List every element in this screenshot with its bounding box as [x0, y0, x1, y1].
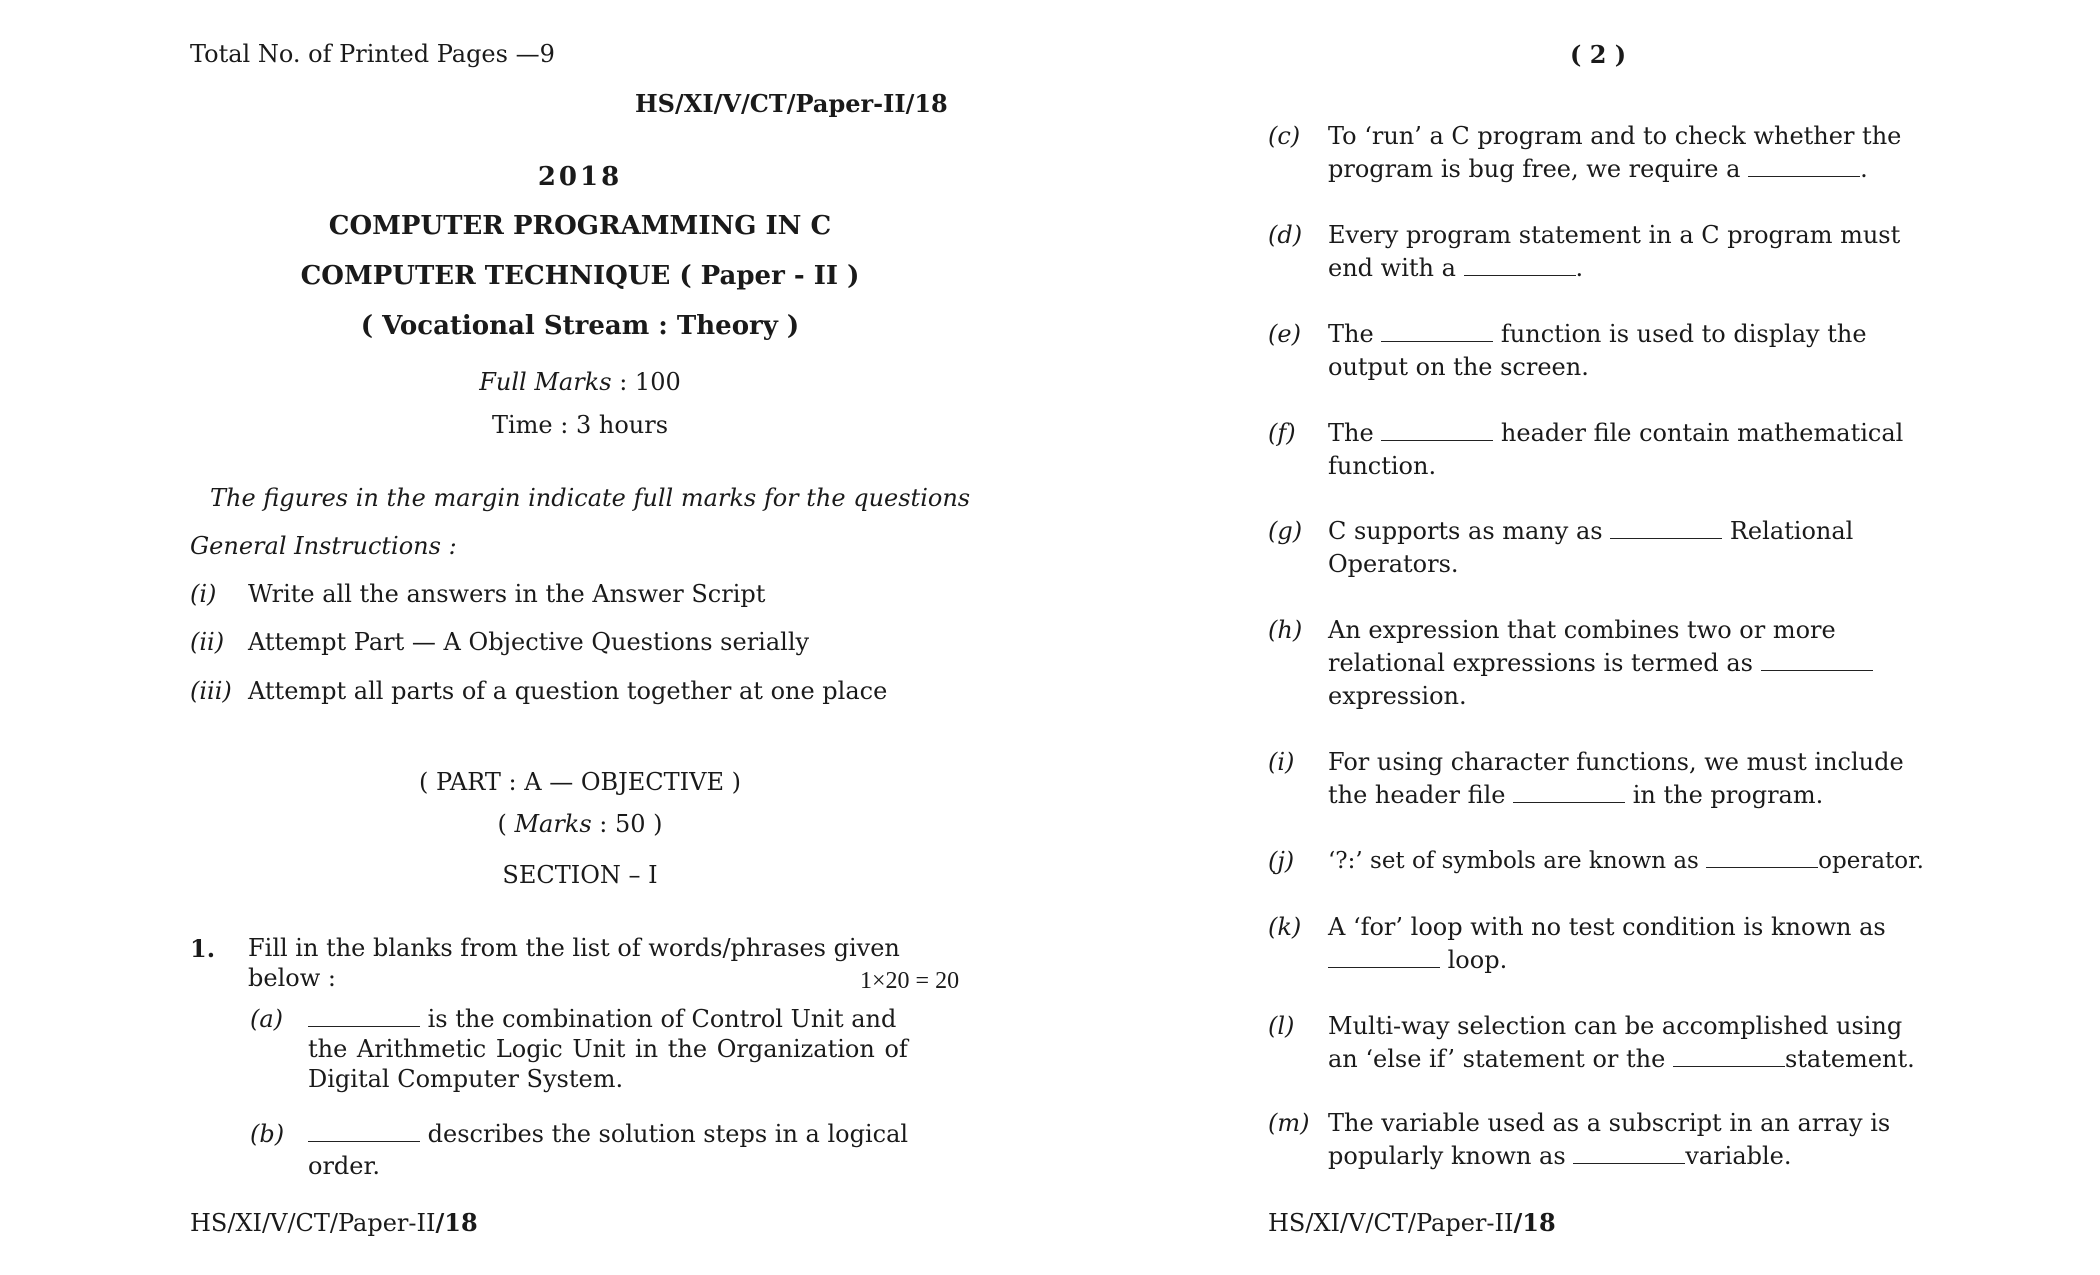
subquestion-label: (b) — [250, 1120, 285, 1148]
answer-blank — [1748, 158, 1860, 177]
part-heading: ( PART : A — OBJECTIVE ) — [418, 768, 741, 796]
exam-time: Time : 3 hours — [491, 411, 669, 439]
answer-blank — [308, 1123, 420, 1142]
instruction-number: (i) — [190, 580, 217, 608]
subquestion-label: (j) — [1268, 847, 1295, 875]
subquestion-label: (l) — [1268, 1012, 1295, 1040]
answer-blank — [1573, 1145, 1685, 1164]
subquestion-label: (c) — [1268, 122, 1301, 150]
instruction-text: Write all the answers in the Answer Script — [248, 580, 766, 608]
answer-blank — [1673, 1048, 1785, 1067]
paper-code: HS/XI/V/CT/Paper-II/18 — [635, 89, 948, 118]
subquestion-label: (d) — [1268, 221, 1303, 249]
instruction-text: Attempt all parts of a question together at one place — [248, 677, 888, 705]
page-footer: HS/XI/V/CT/Paper-II/18 — [190, 1208, 478, 1237]
instruction-text: Attempt Part — A Objective Questions serially — [248, 628, 810, 656]
subquestion-label: (e) — [1268, 320, 1301, 348]
page-number: ( 2 ) — [1570, 40, 1627, 69]
subquestion-text: order. — [308, 1152, 380, 1180]
subquestion-label: (a) — [250, 1005, 284, 1033]
answer-blank — [1610, 520, 1722, 539]
part-marks: ( Marks : 50 ) — [497, 810, 663, 838]
general-instructions-heading: General Instructions : — [190, 532, 457, 560]
section-heading: SECTION – I — [502, 861, 658, 889]
subquestion-label: (k) — [1268, 913, 1302, 941]
subquestion-label: (f) — [1268, 419, 1296, 447]
answer-blank — [1706, 849, 1818, 868]
answer-blank — [1513, 784, 1625, 803]
answer-blank — [1381, 323, 1493, 342]
subquestion-text: describes the solution steps in a logical — [308, 1120, 908, 1148]
answer-blank — [1328, 949, 1440, 968]
subquestion-text: An expression that combines two or more relational expressions is termed as expression. — [1328, 614, 1968, 713]
subquestion-text: ‘?:’ set of symbols are known as operator. — [1328, 848, 1924, 874]
paper-subtitle: COMPUTER TECHNIQUE ( Paper - II ) — [300, 261, 860, 291]
subquestion-text: the Arithmetic Logic Unit in the Organization of — [308, 1035, 908, 1063]
answer-blank — [1464, 257, 1576, 276]
stream-label: ( Vocational Stream : Theory ) — [360, 311, 800, 341]
subquestion-text: The header file contain mathematical function. — [1328, 419, 1904, 480]
full-marks: Full Marks : 100 — [479, 368, 681, 396]
subquestion-label: (i) — [1268, 748, 1295, 776]
subquestion-text: is the combination of Control Unit and — [308, 1005, 896, 1033]
subquestion-label: (m) — [1268, 1109, 1310, 1137]
subquestion-text: Digital Computer System. — [308, 1065, 624, 1093]
subquestion-text: C supports as many as Relational Operators. — [1328, 517, 1854, 578]
answer-blank — [308, 1008, 420, 1027]
printed-pages-count: Total No. of Printed Pages —9 — [190, 40, 555, 68]
answer-blank — [1761, 652, 1873, 671]
subquestion-text: The function is used to display the output on the screen. — [1328, 320, 1867, 381]
exam-year: 2018 — [537, 162, 623, 192]
right-page — [1050, 0, 2100, 1275]
instruction-number: (ii) — [190, 628, 225, 656]
subquestion-text: The variable used as a subscript in an array is popularly known as variable. — [1328, 1109, 1891, 1170]
question-text: below : — [248, 964, 336, 992]
subquestion-text: Multi-way selection can be accomplished using an ‘else if’ statement or the statement. — [1328, 1012, 1915, 1073]
subquestion-label: (h) — [1268, 616, 1303, 644]
subquestion-text: For using character functions, we must include the header file in the program. — [1328, 748, 1904, 809]
question-text: Fill in the blanks from the list of words/phrases given — [248, 934, 900, 962]
instruction-number: (iii) — [190, 677, 232, 705]
paper-title: COMPUTER PROGRAMMING IN C — [328, 211, 832, 241]
answer-blank — [1381, 422, 1493, 441]
margin-note: The figures in the margin indicate full marks for the questions — [210, 484, 971, 512]
page-footer: HS/XI/V/CT/Paper-II/18 — [1268, 1208, 1556, 1237]
subquestion-label: (g) — [1268, 517, 1303, 545]
question-marks: 1×20 = 20 — [860, 968, 960, 994]
subquestion-text: A ‘for’ loop with no test condition is known as loop. — [1328, 913, 1886, 974]
question-number: 1. — [190, 934, 216, 963]
subquestion-text: To ‘run’ a C program and to check whether the program is bug free, we require a . — [1328, 122, 1902, 183]
subquestion-text: Every program statement in a C program must end with a . — [1328, 221, 1901, 282]
